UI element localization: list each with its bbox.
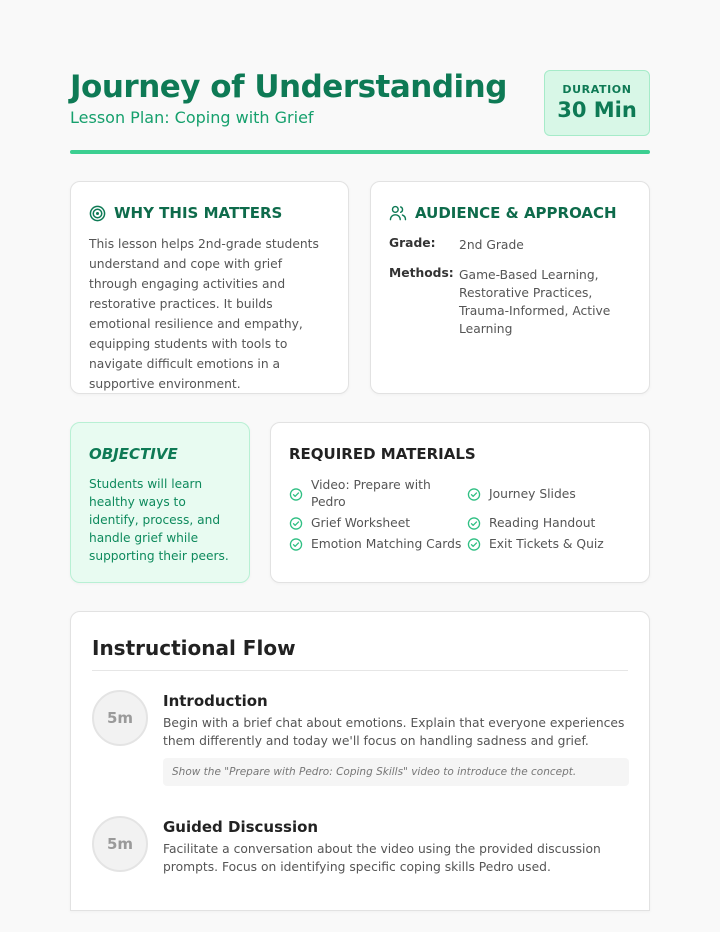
material-label: Video: Prepare with Pedro xyxy=(311,478,431,509)
duration-badge xyxy=(544,70,650,136)
check-circle-icon xyxy=(467,517,481,530)
objective-title: OBJECTIVE xyxy=(89,445,178,463)
header-divider xyxy=(70,150,650,154)
grade-value: 2nd Grade xyxy=(459,238,524,252)
page-title: Journey of Understanding xyxy=(70,69,507,105)
step-body xyxy=(163,818,629,876)
material-item xyxy=(289,515,467,532)
audience-card xyxy=(370,181,650,394)
audience-title-row xyxy=(389,204,631,222)
users-icon xyxy=(389,205,407,221)
step-description: Begin with a brief chat about emotions. Explain that everyone experiences them differently and today we'll focus on handling sadness and grief. xyxy=(163,716,625,748)
page-subtitle: Lesson Plan: Coping with Grief xyxy=(70,108,314,127)
materials-title: REQUIRED MATERIALS xyxy=(289,445,476,463)
target-icon xyxy=(89,205,106,222)
flow-title: Instructional Flow xyxy=(92,636,628,671)
lesson-header xyxy=(70,68,650,156)
material-item xyxy=(289,477,467,511)
why-title-row xyxy=(89,204,330,222)
check-circle-icon xyxy=(289,538,303,551)
instructional-flow-card xyxy=(70,611,650,911)
check-circle-icon xyxy=(467,488,481,501)
material-item xyxy=(467,536,627,553)
material-label: Exit Tickets & Quiz xyxy=(489,537,604,551)
step-duration-badge: 5m xyxy=(92,816,148,872)
why-text: This lesson helps 2nd-grade students understand and cope with grief through engaging activities and restorative practices. It builds emotional resilience and empathy, equipping students with tools to navigate difficult emotions in a supportive environment. xyxy=(89,237,319,391)
step-note: Show the "Prepare with Pedro: Coping Skills" video to introduce the concept. xyxy=(163,758,629,786)
duration-label: DURATION xyxy=(562,83,632,96)
material-label: Journey Slides xyxy=(489,486,576,501)
methods-row xyxy=(389,266,631,338)
check-circle-icon xyxy=(289,488,303,501)
methods-label: Methods: xyxy=(389,266,454,280)
grade-row xyxy=(389,236,631,254)
materials-list xyxy=(289,477,631,553)
material-label: Grief Worksheet xyxy=(311,516,411,530)
objective-text: Students will learn healthy ways to identify, process, and handle grief while supporting their peers. xyxy=(89,477,229,563)
step-body xyxy=(163,692,629,786)
check-circle-icon xyxy=(467,538,481,551)
material-label: Emotion Matching Cards xyxy=(311,537,462,551)
why-title: WHY THIS MATTERS xyxy=(114,204,283,222)
materials-card xyxy=(270,422,650,583)
grade-label: Grade: xyxy=(389,236,436,250)
material-item xyxy=(467,515,627,532)
material-item xyxy=(467,477,627,511)
check-circle-icon xyxy=(289,517,303,530)
step-duration-badge: 5m xyxy=(92,690,148,746)
objective-card xyxy=(70,422,250,583)
step-description: Facilitate a conversation about the video using the provided discussion prompts. Focus on identifying specific coping skills Pedro used. xyxy=(163,842,601,874)
step-title: Guided Discussion xyxy=(163,818,319,836)
audience-title: AUDIENCE & APPROACH xyxy=(415,204,617,222)
step-title: Introduction xyxy=(163,692,268,710)
material-label: Reading Handout xyxy=(489,516,596,530)
why-card xyxy=(70,181,349,394)
material-item xyxy=(289,536,467,553)
duration-value: 30 Min xyxy=(557,98,637,122)
methods-value: Game-Based Learning, Restorative Practices, Trauma-Informed, Active Learning xyxy=(459,268,611,336)
